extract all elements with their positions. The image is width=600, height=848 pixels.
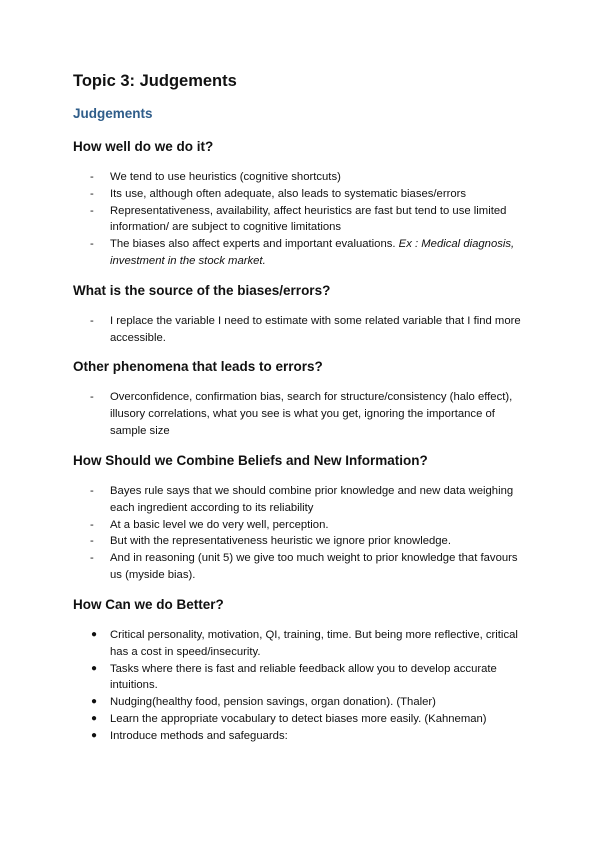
dash-marker: -	[90, 315, 94, 327]
bullet-marker: ●	[91, 696, 98, 708]
list-item: - At a basic level we do very well, perception.	[90, 517, 530, 534]
list-item: ● Learn the appropriate vocabulary to detect biases more easily. (Kahneman)	[90, 711, 530, 728]
list-item: - Overconfidence, confirmation bias, search for structure/consistency (halo effect), illusory correlations, what you see is what you get, ignoring the importance of sample size	[90, 391, 513, 437]
bullet-list	[90, 389, 530, 439]
list-item: - The biases also affect experts and important evaluations. Ex : Medical diagnosis, investment in the stock market.	[90, 238, 515, 267]
list-item: - But with the representativeness heuristic we ignore prior knowledge.	[90, 533, 530, 550]
list-item: ● Nudging(healthy food, pension savings, organ donation). (Thaler)	[90, 694, 530, 711]
dash-marker: -	[90, 171, 94, 183]
dash-marker: -	[90, 552, 94, 565]
bullet-list	[90, 313, 530, 347]
dash-marker: -	[90, 204, 94, 217]
section-heading: Other phenomena that leads to errors?	[73, 359, 323, 374]
bullet-marker: ●	[91, 729, 98, 741]
bullet-marker: ●	[91, 662, 98, 674]
section-heading: How Can we do Better?	[73, 597, 224, 612]
list-item: ● Critical personality, motivation, QI, training, time. But being more reflective, critical has a cost in speed/insecurity.	[91, 629, 518, 658]
bullet-list	[90, 169, 530, 270]
list-item: - And in reasoning (unit 5) we give too much weight to prior knowledge that favours us (myside bias).	[90, 552, 518, 581]
dash-marker: -	[90, 518, 94, 531]
dash-marker: -	[90, 238, 94, 251]
section-heading: How Should we Combine Beliefs and New Information?	[73, 453, 428, 468]
bullet-marker: ●	[91, 712, 98, 724]
bullet-list	[90, 483, 530, 584]
dash-marker: -	[90, 391, 94, 403]
page-title: Topic 3: Judgements	[73, 72, 237, 90]
list-item: - Representativeness, availability, affect heuristics are fast but tend to use limited information/ are subject to cognitive limitations	[90, 204, 507, 234]
list-item: ● Introduce methods and safeguards:	[90, 728, 530, 745]
section-heading: How well do we do it?	[73, 139, 214, 154]
section-heading: What is the source of the biases/errors?	[73, 283, 331, 298]
dash-marker: -	[90, 187, 94, 200]
list-item: - Bayes rule says that we should combine prior knowledge and new data weighing each ingredient according to its reliability	[90, 485, 514, 514]
list-item: - Its use, although often adequate, also leads to systematic biases/errors	[90, 186, 530, 203]
dash-marker: -	[90, 535, 94, 548]
section-subtitle: Judgements	[73, 106, 153, 121]
list-item: ● Tasks where there is fast and reliable feedback allow you to develop accurate intuitions.	[91, 662, 497, 692]
list-item: - I replace the variable I need to estimate with some related variable that I find more accessible.	[90, 315, 521, 344]
bullet-marker: ●	[91, 629, 98, 640]
list-item: - We tend to use heuristics (cognitive shortcuts)	[90, 169, 530, 186]
dash-marker: -	[90, 485, 94, 497]
bullet-list	[90, 627, 530, 745]
